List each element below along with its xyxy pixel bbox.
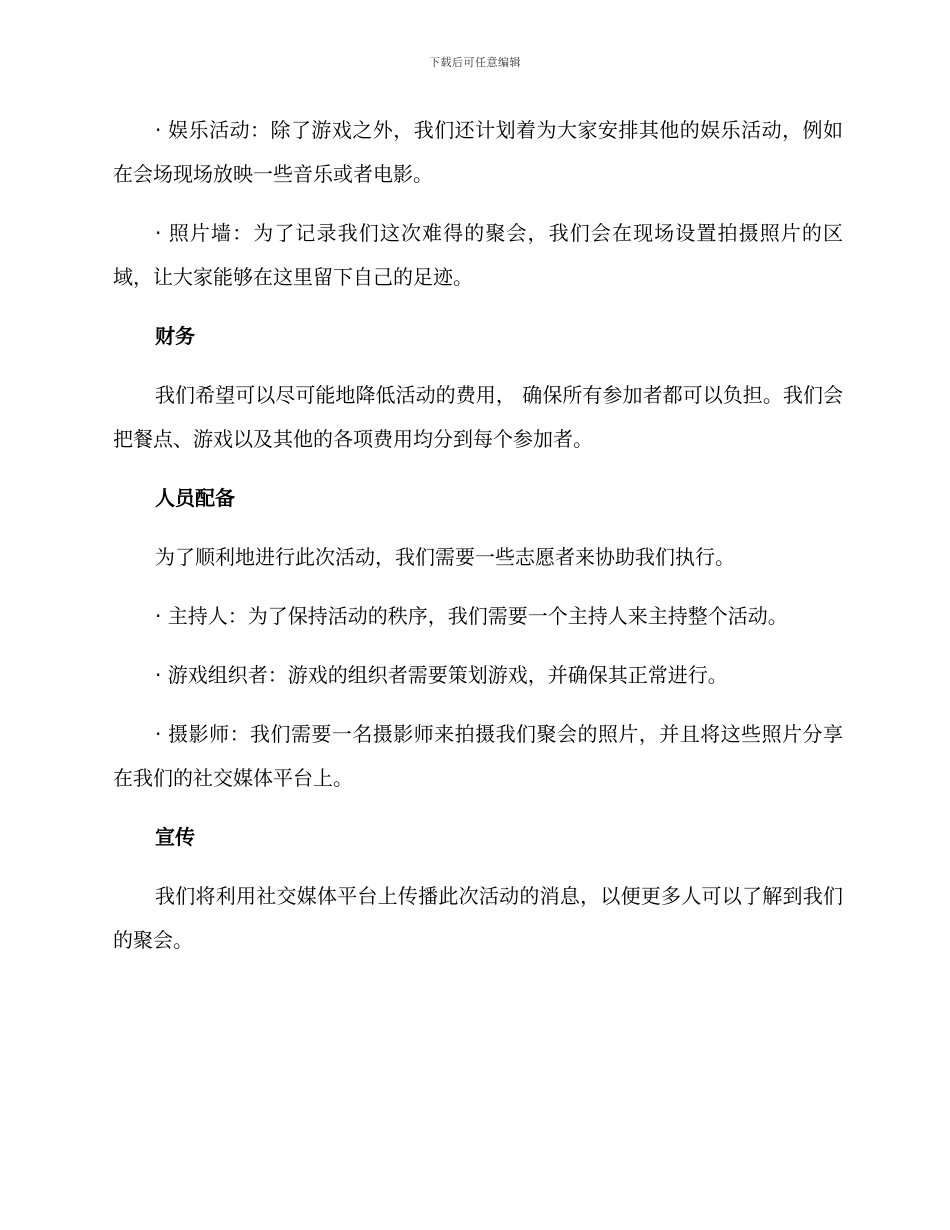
paragraph-publicity: 我们将利用社交媒体平台上传播此次活动的消息，以便更多人可以了解到我们的聚会。 [113, 884, 843, 952]
section-heading-staffing: 人员配备 [155, 486, 235, 510]
page-header: 下载后可任意编辑 [429, 56, 521, 69]
paragraph-entertainment: · 娱乐活动：除了游戏之外，我们还计划着为大家安排其他的娱乐活动，例如在会场现场放映一些音乐或者电影。 [113, 118, 843, 186]
document-body [113, 108, 843, 977]
paragraph-finance: 我们希望可以尽可能地降低活动的费用， 确保所有参加者都可以负担。我们会把餐点、游戏以及其他的各项费用均分到每个参加者。 [113, 383, 843, 451]
paragraph-photo-wall: · 照片墙：为了记录我们这次难得的聚会，我们会在现场设置拍摄照片的区域，让大家能够在这里留下自己的足迹。 [113, 221, 843, 289]
section-heading-publicity: 宣传 [155, 825, 195, 849]
paragraph-photographer: · 摄影师：我们需要一名摄影师来拍摄我们聚会的照片，并且将这些照片分享在我们的社交媒体平台上。 [113, 722, 843, 790]
paragraph-staffing-intro: 为了顺利地进行此次活动，我们需要一些志愿者来协助我们执行。 [155, 545, 735, 569]
paragraph-game-organizer: · 游戏组织者：游戏的组织者需要策划游戏，并确保其正常进行。 [155, 663, 728, 687]
section-heading-finance: 财务 [155, 324, 195, 348]
paragraph-host: · 主持人：为了保持活动的秩序，我们需要一个主持人来主持整个活动。 [155, 604, 788, 628]
